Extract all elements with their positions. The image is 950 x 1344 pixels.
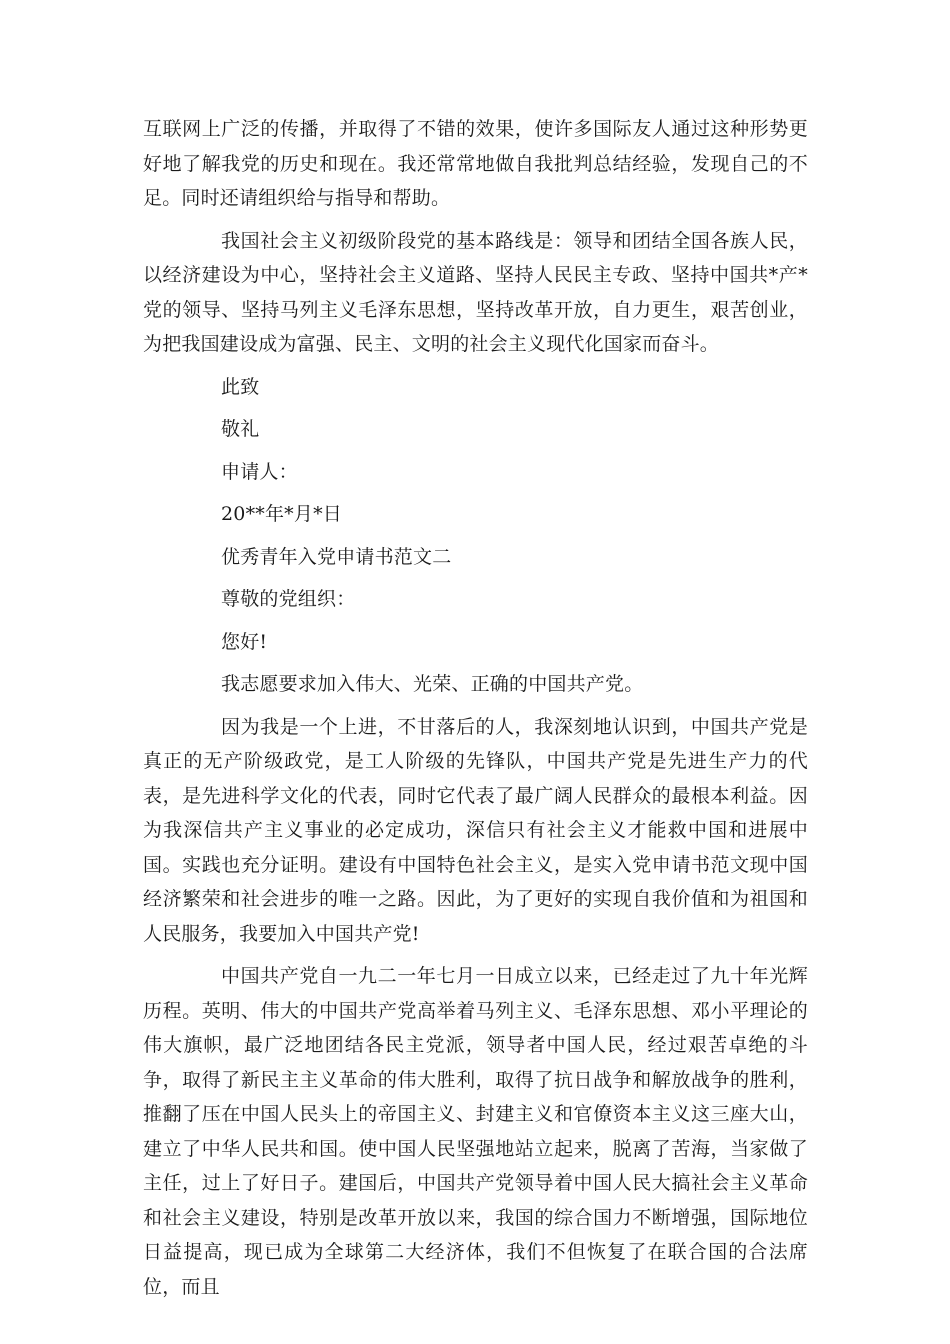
greeting-hello: 您好! (221, 630, 268, 653)
paragraph-party-line: 我国社会主义初级阶段党的基本路线是：领导和团结全国各族人民，以经济建设为中心，坚持社会主义道路、坚持人民民主专政、坚持中国共*产*党的领导、坚持马列主义毛泽东思想，坚持改革开放，自力更生，艰苦创业，为把我国建设成为富强、民主、文明的社会主义现代化国家而奋斗。 (143, 229, 808, 355)
paragraph-reasons: 因为我是一个上进，不甘落后的人，我深刻地认识到，中国共产党是真正的无产阶级政党，是工人阶级的先锋队，中国共产党是先进生产力的代表，是先进科学文化的代表，同时它代表了最广阔人民群众的最根本利益。因为我深信共产主义事业的必定成功，深信只有社会主义才能救中国和进展中国。实践也充分证明。建设有中国特色社会主义，是实入党申请书范文现中国经济繁荣和社会进步的唯一之路。因此，为了更好的实现自我价值和为祖国和人民服务，我要加入中国共产党! (143, 715, 808, 945)
greeting-recipient: 尊敬的党组织： (221, 588, 356, 610)
paragraph-history: 中国共产党自一九二一年七月一日成立以来，已经走过了九十年光辉历程。英明、伟大的中国共产党高举着马列主义、毛泽东思想、邓小平理论的伟大旗帜，最广泛地团结各民主党派，领导者中国人民，经过艰苦卓绝的斗争，取得了新民主主义革命的伟大胜利，取得了抗日战争和解放战争的胜利，推翻了压在中国人民头上的帝国主义、封建主义和官僚资本主义这三座大山，建立了中华人民共和国。使中国人民坚强地站立起来，脱离了苦海，当家做了主任，过上了好日子。建国后，中国共产党领导着中国人民大搞社会主义革命和社会主义建设，特别是改革开放以来，我国的综合国力不断增强，国际地位日益提高，现已成为全球第二大经济体，我们不但恢复了在联合国的合法席位，而且 (143, 965, 808, 1298)
document-page (143, 112, 808, 1312)
closing-salutation: 此致 (221, 375, 260, 398)
application-statement: 我志愿要求加入伟大、光荣、正确的中国共产党。 (221, 673, 644, 695)
closing-regards: 敬礼 (221, 418, 260, 440)
sample-title: 优秀青年入党申请书范文二 (221, 545, 452, 568)
paragraph-continued: 互联网上广泛的传播，并取得了不错的效果，使许多国际友人通过这种形势更好地了解我党的历史和现在。我还常常地做自我批判总结经验，发现自己的不足。同时还请组织给与指导和帮助。 (143, 118, 808, 209)
applicant-label: 申请人： (221, 460, 298, 483)
date-line: 20**年*月*日 (221, 503, 342, 525)
